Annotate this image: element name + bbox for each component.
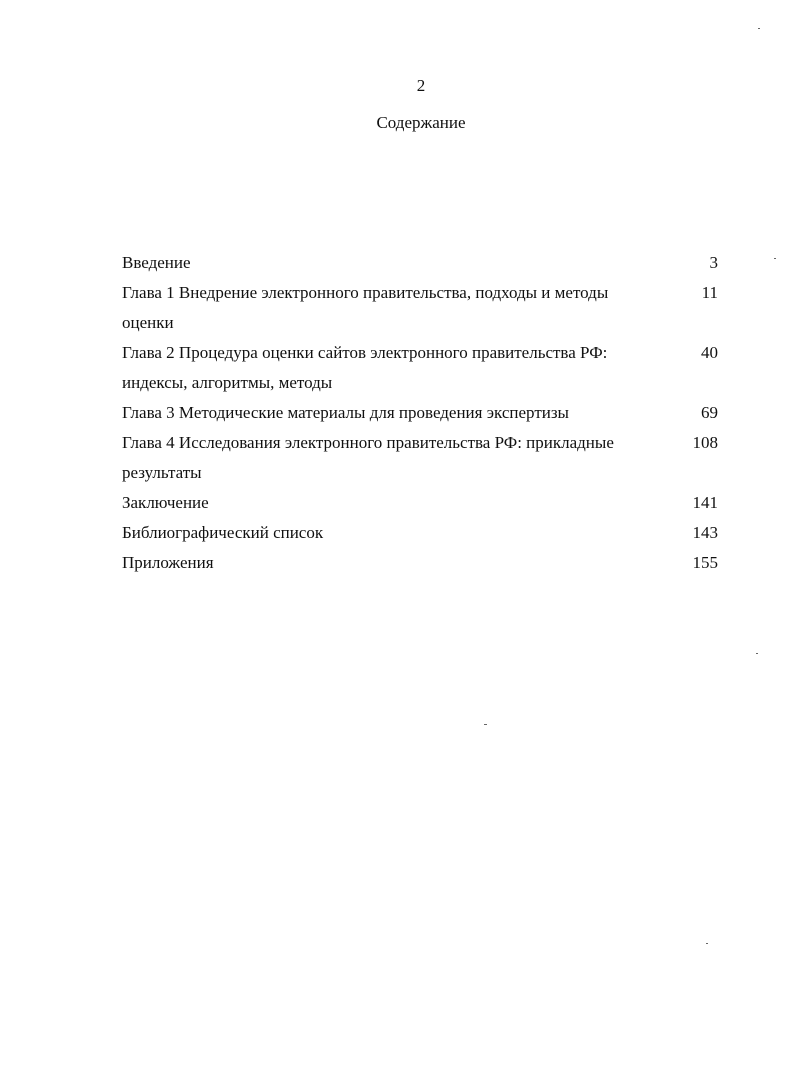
toc-entry-title: Глава 2 Процедура оценки сайтов электронного правительства РФ: индексы, алгоритмы, методы — [122, 343, 608, 392]
toc-entry-appendices — [122, 548, 718, 578]
scan-speck — [706, 943, 708, 944]
toc-entry-title: Заключение — [122, 493, 209, 512]
toc-entry-page: 11 — [701, 283, 718, 302]
scan-speck — [774, 258, 776, 259]
toc-entry-page: 3 — [709, 253, 718, 272]
page-number: 2 — [416, 76, 426, 95]
page-title: Содержание — [376, 113, 466, 132]
toc-entry-page: 69 — [701, 403, 718, 422]
toc-entry-chapter-3 — [122, 398, 718, 428]
scan-speck — [758, 28, 760, 29]
toc-entry-page: 141 — [692, 493, 718, 512]
scan-speck — [484, 724, 487, 725]
toc-entry-page: 155 — [692, 553, 718, 572]
toc-entry-title: Глава 4 Исследования электронного правительства РФ: прикладные результаты — [122, 433, 614, 482]
toc-entry-chapter-4 — [122, 428, 718, 488]
toc-entry-page: 40 — [701, 343, 718, 362]
toc-entry-chapter-1 — [122, 278, 718, 338]
toc-entry-chapter-2 — [122, 338, 718, 398]
toc-entry-page: 143 — [692, 523, 718, 542]
table-of-contents — [122, 248, 718, 578]
toc-entry-introduction — [122, 248, 718, 278]
toc-entry-title: Глава 3 Методические материалы для проведения экспертизы — [122, 403, 569, 422]
toc-entry-bibliography — [122, 518, 718, 548]
toc-entry-title: Введение — [122, 253, 191, 272]
toc-entry-title: Библиографический список — [122, 523, 324, 542]
toc-entry-title: Глава 1 Внедрение электронного правительства, подходы и методы оценки — [122, 283, 609, 332]
toc-entry-title: Приложения — [122, 553, 214, 572]
toc-entry-conclusion — [122, 488, 718, 518]
toc-entry-page: 108 — [692, 433, 718, 452]
scan-speck — [756, 653, 758, 654]
